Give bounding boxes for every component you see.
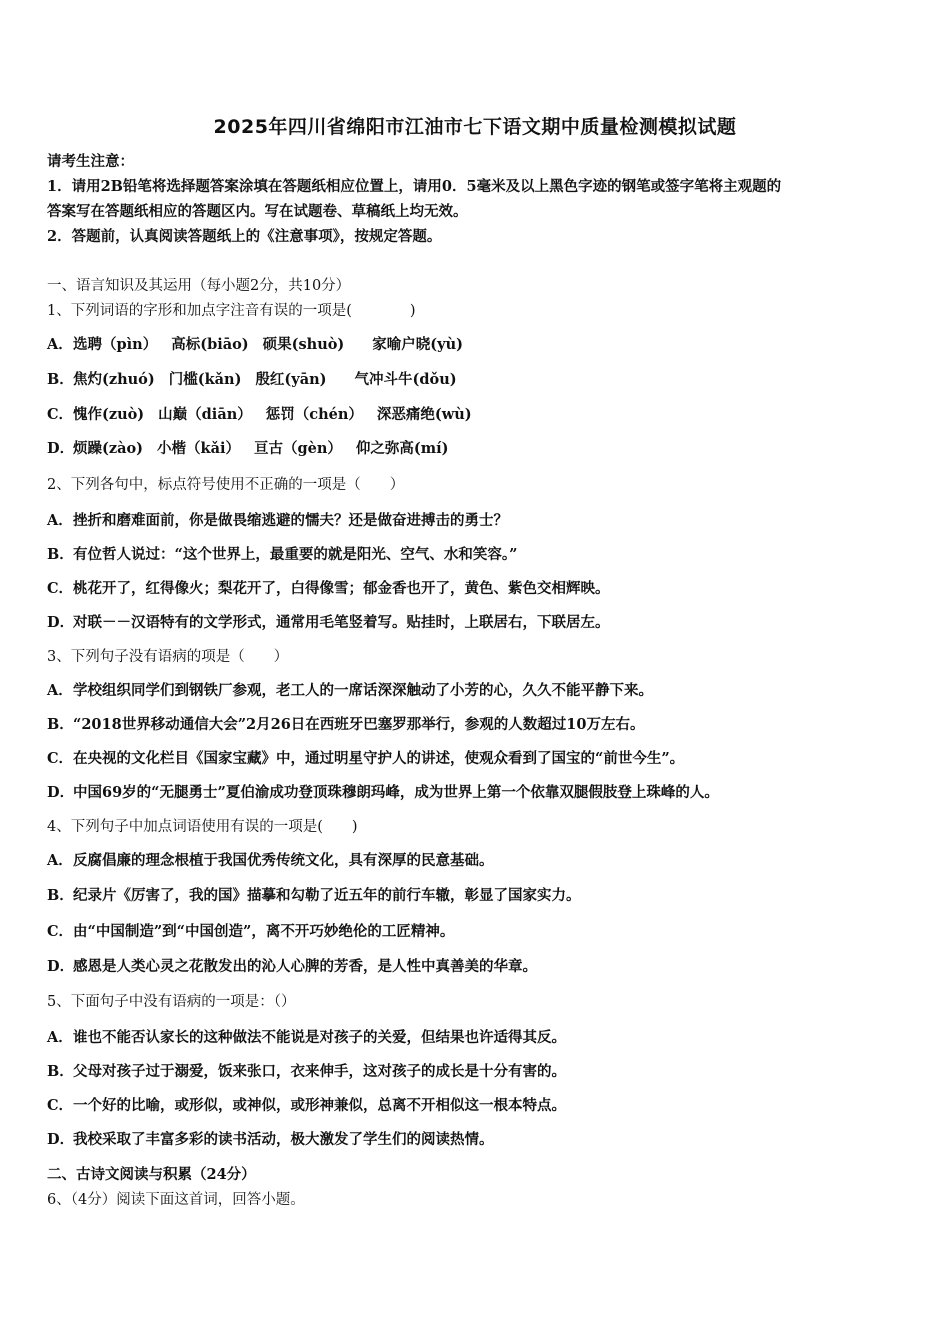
question-4-option-d: [47, 957, 537, 977]
question-1-stem: 1、下列词语的字形和加点字注音有误的一项是( ): [47, 303, 416, 319]
option-label: C．: [47, 1097, 74, 1114]
option-text: 中国69岁的“无腿勇士”夏伯渝成功登顶珠穆朗玛峰，成为世界上第一个依靠双腿假肢登上珠峰的人。: [73, 784, 719, 801]
question-2-option-d: [47, 613, 610, 633]
question-5-option-a: [47, 1028, 566, 1048]
option-label: B．: [47, 546, 74, 563]
option-text: 在央视的文化栏目《国家宝藏》中，通过明星守护人的讲述，使观众看到了国宝的“前世今生”。: [73, 750, 685, 767]
question-4-option-c: [47, 922, 454, 942]
option-label: A．: [47, 336, 73, 353]
option-word: 小楷（kǎi）: [157, 440, 240, 457]
question-1-option-d: [47, 439, 448, 459]
option-text: 我校采取了丰富多彩的读书活动，极大激发了学生们的阅读热情。: [73, 1131, 494, 1148]
option-label: B．: [47, 1063, 74, 1080]
option-text: 纪录片《厉害了，我的国》描摹和勾勒了近五年的前行车辙，彰显了国家实力。: [73, 887, 581, 904]
option-label: D．: [47, 784, 75, 801]
option-word: 硕果(shuò): [262, 336, 345, 353]
notice-line-1: 1．请用2B铅笔将选择题答案涂填在答题纸相应位置上，请用0．5毫米及以上黑色字迹的钢笔或签字笔将主观题的: [47, 178, 782, 195]
option-text: 挫折和磨难面前，你是做畏缩逃避的懦夫？还是做奋进搏击的勇士？: [73, 512, 508, 529]
option-word: 家喻户晓(yù): [372, 336, 463, 353]
option-text: 桃花开了，红得像火；梨花开了，白得像雪；郁金香也开了，黄色、紫色交相辉映。: [73, 580, 610, 597]
option-label: D．: [47, 440, 75, 457]
option-word: 选聘（pìn）: [73, 336, 158, 353]
question-3-option-c: [47, 749, 684, 769]
question-3-option-b: [47, 715, 644, 735]
option-word: 气冲斗牛(dǒu): [354, 371, 457, 388]
option-label: A．: [47, 1029, 73, 1046]
option-word: 门槛(kǎn): [168, 371, 242, 388]
option-text: 有位哲人说过：“这个世界上，最重要的就是阳光、空气、水和笑容。”: [73, 546, 518, 563]
option-label: B．: [47, 887, 74, 904]
option-word: 殷红(yān): [255, 371, 327, 388]
question-2-option-c: [47, 579, 610, 599]
question-2-option-b: [47, 545, 517, 565]
option-label: D．: [47, 614, 75, 631]
question-6-stem: 6、（4分）阅读下面这首词，回答小题。: [47, 1192, 305, 1208]
question-5-option-d: [47, 1130, 494, 1150]
question-5-option-b: [47, 1062, 566, 1082]
question-4-option-a: [47, 851, 494, 871]
option-text: 对联－－汉语特有的文学形式，通常用毛笔竖着写。贴挂时，上联居右，下联居左。: [73, 614, 610, 631]
notice-line-2: 答案写在答题纸相应的答题区内。写在试题卷、草稿纸上均无效。: [47, 203, 468, 220]
notice-line-3: 2．答题前，认真阅读答题纸上的《注意事项》，按规定答题。: [47, 228, 442, 245]
option-label: C．: [47, 580, 74, 597]
option-text: 学校组织同学们到钢铁厂参观，老工人的一席话深深触动了小芳的心，久久不能平静下来。: [73, 682, 653, 699]
question-1-option-b: [47, 370, 457, 390]
option-word: 亘古（gèn）: [253, 440, 342, 457]
option-word: 仰之弥高(mí): [355, 440, 449, 457]
question-5-stem: 5、下面句子中没有语病的一项是：（）: [47, 994, 296, 1010]
question-2-stem: 2、下列各句中，标点符号使用不正确的一项是（ ）: [47, 477, 405, 493]
option-word: 烦躁(zào): [73, 440, 144, 457]
option-label: C．: [47, 406, 74, 423]
question-1-option-a: [47, 335, 463, 355]
page-title: 2025年四川省绵阳市江油市七下语文期中质量检测模拟试题: [213, 116, 737, 138]
option-label: A．: [47, 682, 73, 699]
option-text: 感恩是人类心灵之花散发出的沁人心脾的芳香，是人性中真善美的华章。: [73, 958, 537, 975]
question-5-option-c: [47, 1096, 566, 1116]
question-3-option-d: [47, 783, 719, 803]
option-word: 高标(biāo): [171, 336, 249, 353]
option-text: 由“中国制造”到“中国创造”，离不开巧妙绝伦的工匠精神。: [73, 923, 455, 940]
question-4-option-b: [47, 886, 581, 906]
option-word: 山巅（diān）: [158, 406, 252, 423]
option-word: 焦灼(zhuó): [73, 371, 155, 388]
section-heading-1: 一、语言知识及其运用（每小题2分，共10分）: [47, 278, 351, 294]
question-2-option-a: [47, 511, 508, 531]
option-text: 一个好的比喻，或形似，或神似，或形神兼似，总离不开相似这一根本特点。: [73, 1097, 566, 1114]
question-1-option-c: [47, 405, 472, 425]
option-label: D．: [47, 1131, 75, 1148]
section-heading-2: 二、古诗文阅读与积累（24分）: [47, 1166, 256, 1183]
notice-heading: 请考生注意：: [47, 153, 134, 170]
option-label: C．: [47, 923, 74, 940]
question-3-stem: 3、下列句子没有语病的项是（ ）: [47, 649, 289, 665]
option-label: A．: [47, 512, 73, 529]
option-label: B．: [47, 716, 74, 733]
option-text: 反腐倡廉的理念根植于我国优秀传统文化，具有深厚的民意基础。: [73, 852, 494, 869]
option-label: B．: [47, 371, 74, 388]
option-text: 谁也不能否认家长的这种做法不能说是对孩子的关爱，但结果也许适得其反。: [73, 1029, 566, 1046]
option-word: 深恶痛绝(wù): [376, 406, 472, 423]
option-word: 惩罚（chén）: [265, 406, 363, 423]
question-4-stem: 4、下列句子中加点词语使用有误的一项是( ): [47, 819, 358, 835]
question-3-option-a: [47, 681, 653, 701]
option-label: D．: [47, 958, 75, 975]
option-text: “2018世界移动通信大会”2月26日在西班牙巴塞罗那举行，参观的人数超过10万左右。: [73, 716, 645, 733]
option-word: 愧作(zuò): [73, 406, 145, 423]
option-label: C．: [47, 750, 74, 767]
option-label: A．: [47, 852, 73, 869]
option-text: 父母对孩子过于溺爱，饭来张口，衣来伸手，这对孩子的成长是十分有害的。: [73, 1063, 566, 1080]
